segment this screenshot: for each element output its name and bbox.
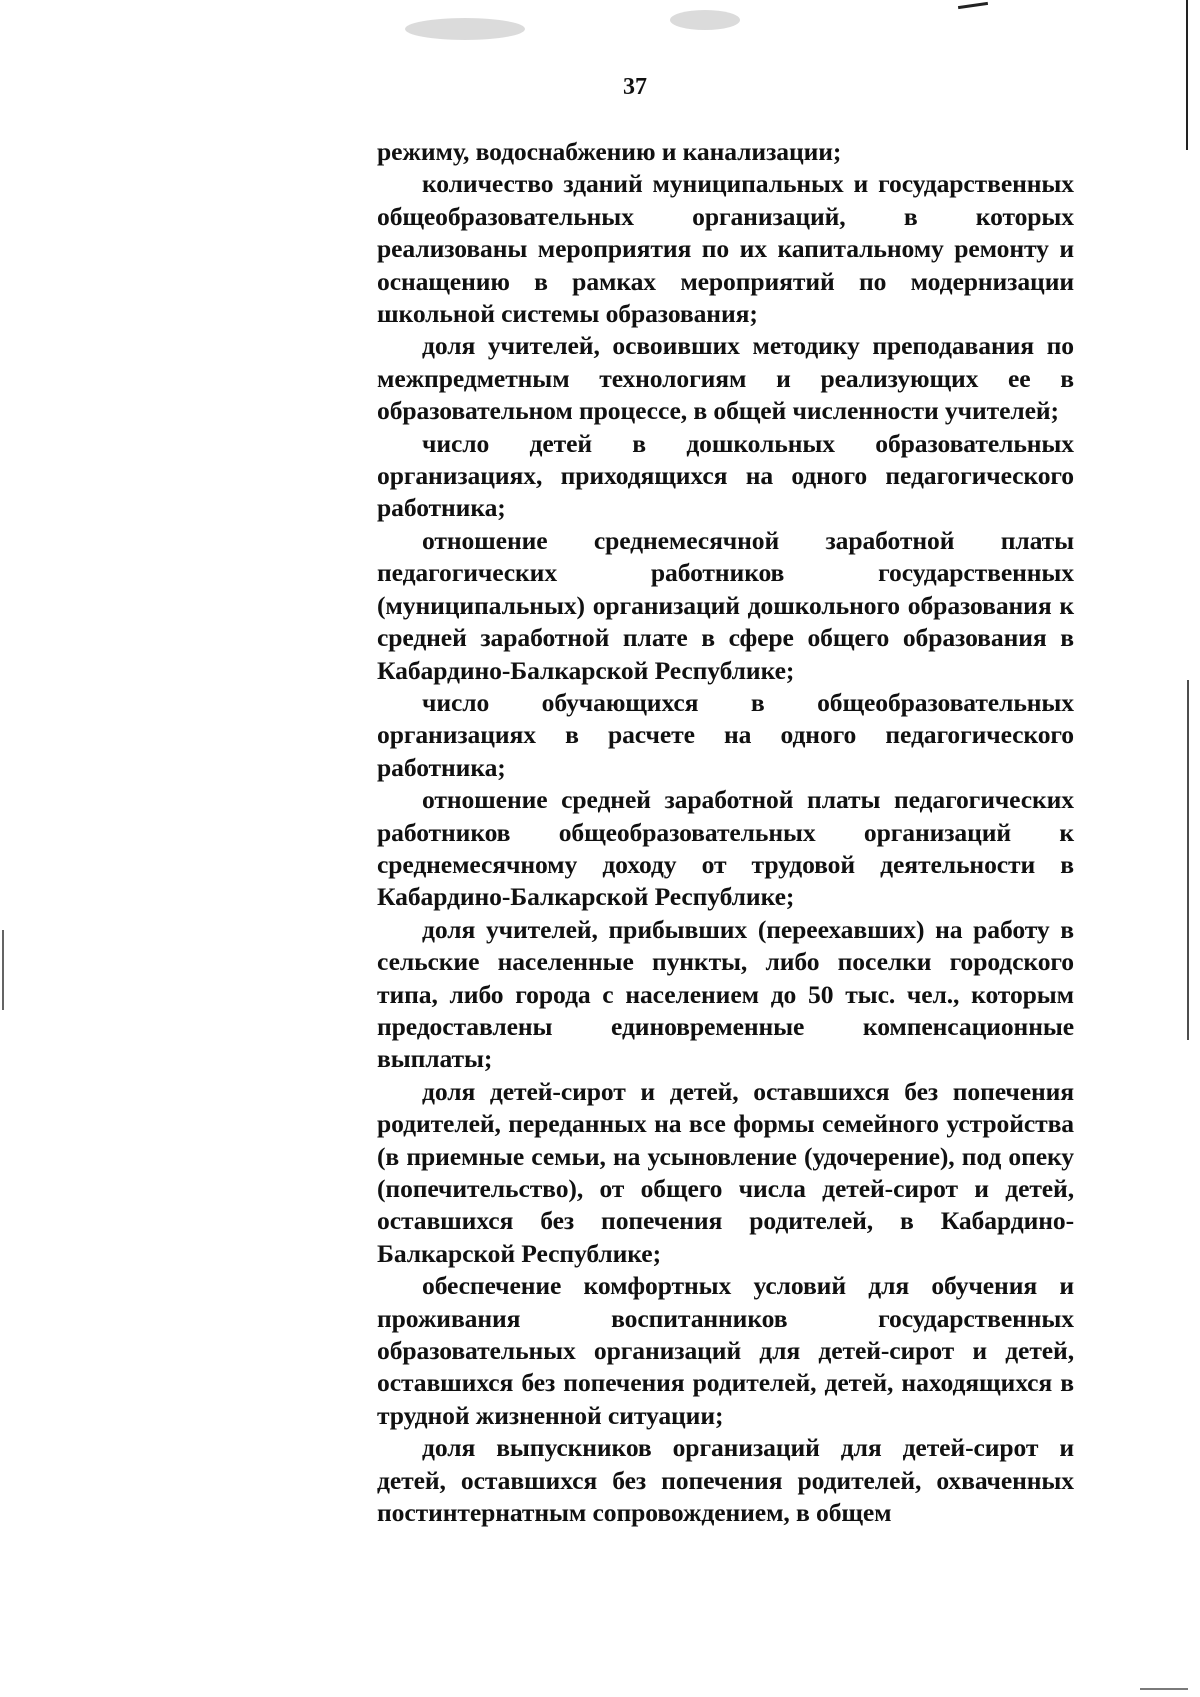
paragraph: количество зданий муниципальных и государственных общеобразовательных организаций, в которых реализованы мероприятия по их капитальному ремонту и оснащению в рамках мероприятий по модернизации школьной системы образования;: [377, 169, 1074, 329]
paragraph: отношение средней заработной платы педагогических работников общеобразовательных организаций к среднемесячному доходу от трудовой деятельности в Кабардино-Балкарской Республике;: [377, 785, 1074, 912]
paragraph: доля учителей, прибывших (переехавших) на работу в сельские населенные пункты, либо поселки городского типа, либо города с населением до 50 тыс. чел., которым предоставлены единовременные компенсационные выплаты;: [377, 914, 1074, 1074]
scan-smudge: [670, 10, 740, 30]
scan-mark-top: [958, 2, 988, 9]
paragraph: число обучающихся в общеобразовательных организациях в расчете на одного педагогического работника;: [377, 687, 1074, 782]
paragraph: доля выпускников организаций для детей-сирот и детей, оставшихся без попечения родителей, охваченных постинтернатным сопровождением, в общем: [377, 1433, 1074, 1528]
scan-edge-right-lower: [1187, 680, 1189, 1040]
page-number: 37: [623, 74, 647, 100]
scan-smudge: [405, 18, 525, 40]
scan-edge-left: [2, 930, 4, 1010]
paragraph: доля детей-сирот и детей, оставшихся без попечения родителей, переданных на все формы семейного устройства (в приемные семьи, на усыновление (удочерение), под опеку (попечительство), от общего числа детей-сирот и детей, оставшихся без попечения родителей, в Кабардино-Балкарской Республике;: [377, 1076, 1074, 1268]
document-body: [377, 136, 1074, 1529]
paragraph: режиму, водоснабжению и канализации;: [377, 137, 842, 166]
scan-mark-bottom: [1140, 1688, 1188, 1690]
paragraph: доля учителей, освоивших методику преподавания по межпредметным технологиям и реализующих ее в образовательном процессе, в общей численности учителей;: [377, 331, 1074, 426]
paragraph: обеспечение комфортных условий для обучения и проживания воспитанников государственных образовательных организаций для детей-сирот и детей, оставшихся без попечения родителей, детей, находящихся в трудной жизненной ситуации;: [377, 1271, 1074, 1430]
paragraph: число детей в дошкольных образовательных организациях, приходящихся на одного педагогического работника;: [377, 428, 1074, 523]
paragraph: отношение среднемесячной заработной платы педагогических работников государственных (муниципальных) организаций дошкольного образования к средней заработной плате в сфере общего образования в Кабардино-Балкарской Республике;: [377, 525, 1074, 685]
